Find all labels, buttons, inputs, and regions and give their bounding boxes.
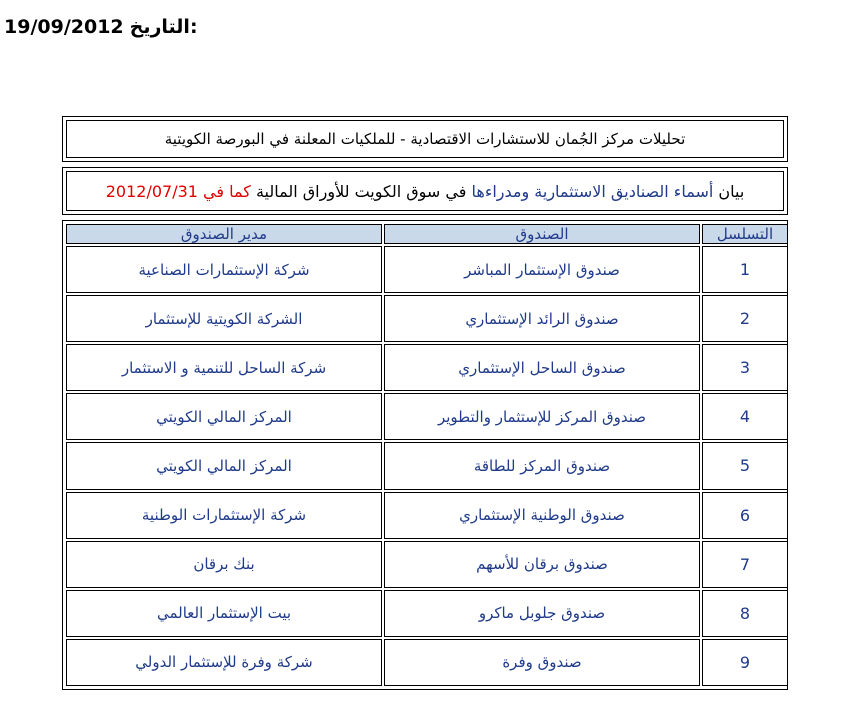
cell-manager: شركة وفرة للإستثمار الدولي — [66, 639, 382, 686]
date-label: التاريخ: — [129, 16, 198, 38]
table-row — [66, 492, 788, 539]
funds-table — [64, 222, 790, 688]
table-row — [66, 590, 788, 637]
report-subtitle — [66, 171, 784, 211]
table-row — [66, 541, 788, 588]
cell-sequence: 4 — [702, 393, 788, 440]
cell-sequence: 5 — [702, 442, 788, 489]
report-date — [4, 16, 198, 38]
cell-manager: بيت الإستثمار العالمي — [66, 590, 382, 637]
funds-table-frame — [62, 220, 788, 690]
cell-manager: شركة الإستثمارات الصناعية — [66, 246, 382, 293]
table-row — [66, 393, 788, 440]
cell-fund: صندوق الوطنية الإستثماري — [384, 492, 700, 539]
column-header-sequence: التسلسل — [702, 224, 788, 244]
cell-sequence: 1 — [702, 246, 788, 293]
report-title-box — [62, 116, 788, 162]
report-title: تحليلات مركز الجُمان للاستشارات الاقتصادية - للملكيات المعلنة في البورصة الكويتية — [66, 120, 784, 158]
cell-fund: صندوق جلوبل ماكرو — [384, 590, 700, 637]
column-header-manager: مدير الصندوق — [66, 224, 382, 244]
cell-sequence: 3 — [702, 344, 788, 391]
cell-fund: صندوق وفرة — [384, 639, 700, 686]
subtitle-part-asof-date: كما في 2012/07/31 — [105, 181, 251, 201]
cell-manager: شركة الإستثمارات الوطنية — [66, 492, 382, 539]
cell-fund: صندوق المركز للإستثمار والتطوير — [384, 393, 700, 440]
cell-sequence: 8 — [702, 590, 788, 637]
cell-manager: الشركة الكويتية للإستثمار — [66, 295, 382, 342]
table-row — [66, 442, 788, 489]
subtitle-part-market: في سوق الكويت للأوراق المالية — [255, 181, 467, 201]
cell-manager: المركز المالي الكويتي — [66, 393, 382, 440]
cell-manager: بنك برقان — [66, 541, 382, 588]
cell-sequence: 2 — [702, 295, 788, 342]
report-subtitle-box — [62, 167, 788, 215]
column-header-fund: الصندوق — [384, 224, 700, 244]
cell-sequence: 7 — [702, 541, 788, 588]
table-row — [66, 246, 788, 293]
date-value: 19/09/2012 — [4, 16, 124, 38]
table-row — [66, 344, 788, 391]
cell-sequence: 6 — [702, 492, 788, 539]
cell-fund: صندوق الساحل الإستثماري — [384, 344, 700, 391]
cell-fund: صندوق المركز للطاقة — [384, 442, 700, 489]
subtitle-part-statement: بيان — [718, 181, 745, 201]
cell-sequence: 9 — [702, 639, 788, 686]
cell-fund: صندوق الإستثمار المباشر — [384, 246, 700, 293]
subtitle-part-funds: أسماء الصناديق الاستثمارية ومدراءها — [471, 181, 714, 201]
cell-fund: صندوق برقان للأسهم — [384, 541, 700, 588]
table-row — [66, 295, 788, 342]
cell-manager: المركز المالي الكويتي — [66, 442, 382, 489]
cell-manager: شركة الساحل للتنمية و الاستثمار — [66, 344, 382, 391]
cell-fund: صندوق الرائد الإستثماري — [384, 295, 700, 342]
table-header-row — [66, 224, 788, 244]
table-row — [66, 639, 788, 686]
